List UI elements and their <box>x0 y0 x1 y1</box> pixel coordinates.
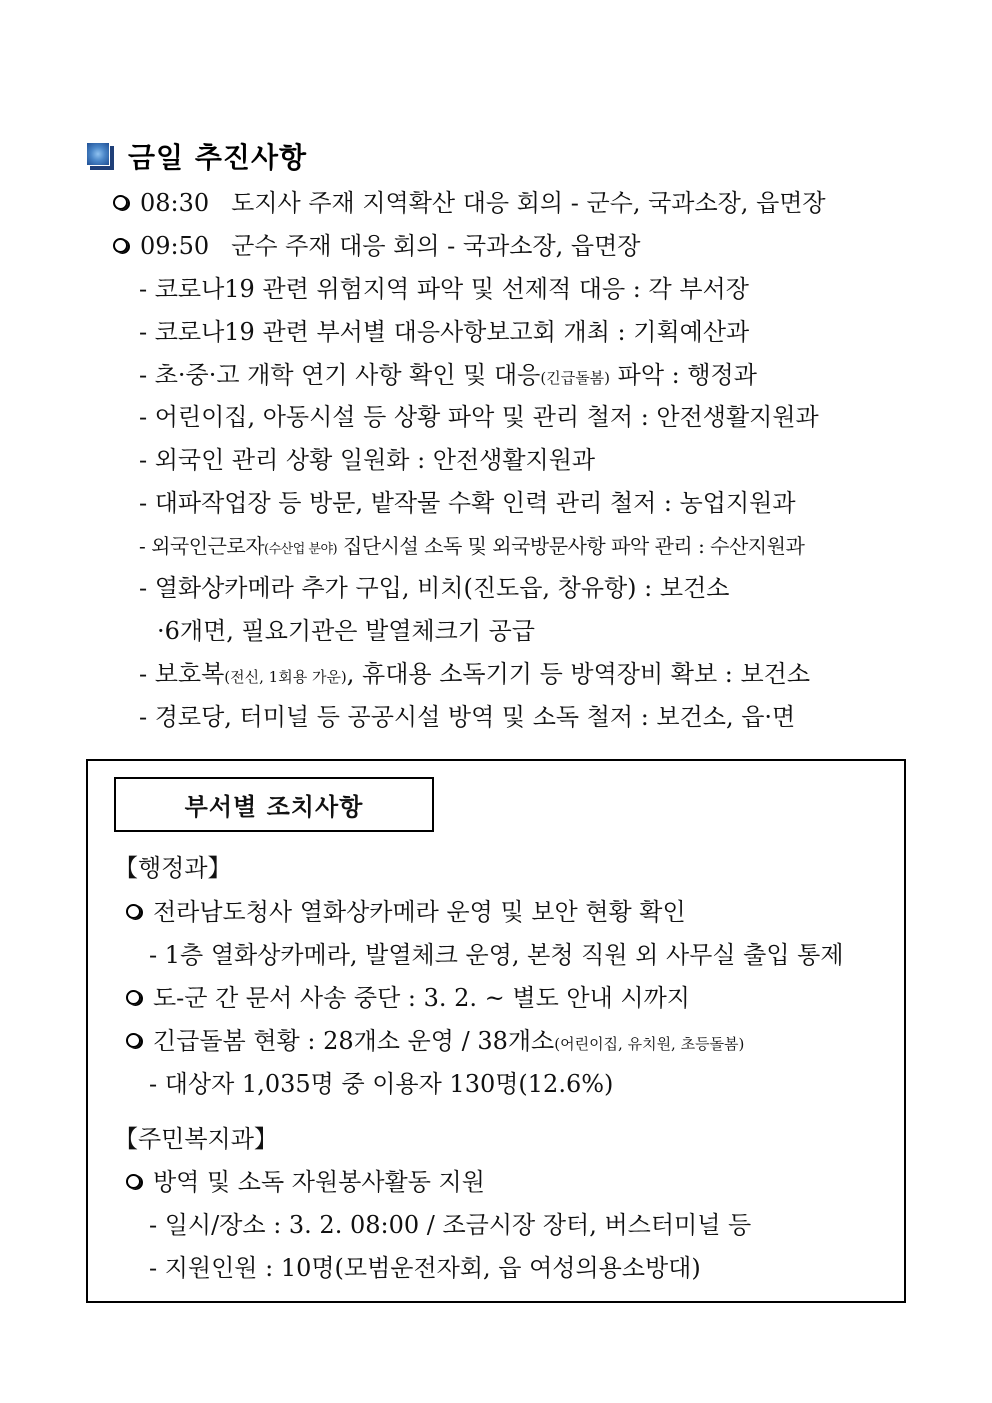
measure-text: 방역 및 소독 자원봉사활동 지원 <box>153 1168 485 1196</box>
square-bullet-icon <box>86 142 114 170</box>
measure-item <box>126 983 690 1013</box>
measure-subitem: - 지원인원 : 10명(모범운전자회, 읍 여성의용소방대) <box>149 1254 701 1282</box>
measure-text: 전라남도청사 열화상카메라 운영 및 보안 현황 확인 <box>153 898 686 926</box>
measure-text: 도-군 간 문서 사송 중단 : 3. 2. ~ 별도 안내 시까지 <box>153 984 690 1012</box>
measure-subitem: - 일시/장소 : 3. 2. 08:00 / 조금시장 장터, 버스터미널 등 <box>149 1211 752 1239</box>
task-note: (긴급돌봄) <box>540 369 611 387</box>
measure-item <box>126 897 686 927</box>
task-item <box>139 531 804 565</box>
schedule-item <box>113 188 826 218</box>
schedule-item <box>113 231 640 261</box>
task-item: - 열화상카메라 추가 구입, 비치(진도읍, 창유항) : 보건소 <box>139 574 730 602</box>
measure-item <box>126 1167 485 1197</box>
task-item: - 외국인 관리 상황 일원화 : 안전생활지원과 <box>139 446 596 474</box>
department-heading: 【주민복지과】 <box>114 1125 278 1153</box>
task-item <box>139 659 810 692</box>
circle-bullet-icon <box>126 1174 141 1189</box>
measure-subitem: - 1층 열화상카메라, 발열체크 운영, 본청 직원 외 사무실 출입 통제 <box>149 941 844 969</box>
task-item: - 코로나19 관련 위험지역 파악 및 선제적 대응 : 각 부서장 <box>139 275 749 303</box>
task-item: - 어린이집, 아동시설 등 상황 파악 및 관리 철저 : 안전생활지원과 <box>139 403 819 431</box>
task-item: - 코로나19 관련 부서별 대응사항보고회 개최 : 기획예산과 <box>139 318 750 346</box>
measure-note: (어린이집, 유치원, 초등돌봄) <box>554 1035 745 1053</box>
measure-subitem: - 대상자 1,035명 중 이용자 130명(12.6%) <box>149 1070 614 1098</box>
section-title: 금일 추진사항 <box>128 141 308 174</box>
task-item <box>139 360 757 393</box>
schedule-text: 도지사 주재 지역확산 대응 회의 - 군수, 국과소장, 읍면장 <box>231 189 826 217</box>
measure-item <box>126 1026 744 1059</box>
circle-bullet-icon <box>126 1033 141 1048</box>
department-heading: 【행정과】 <box>114 854 232 882</box>
task-text: - 초·중·고 개학 연기 사항 확인 및 대응 <box>139 361 541 389</box>
circle-bullet-icon <box>113 238 128 253</box>
circle-bullet-icon <box>113 195 128 210</box>
schedule-time: 09:50 <box>140 232 210 260</box>
task-item: - 대파작업장 등 방문, 밭작물 수확 인력 관리 철저 : 농업지원과 <box>139 489 796 517</box>
task-text: , 휴대용 소독기기 등 방역장비 확보 : 보건소 <box>346 660 811 688</box>
schedule-time: 08:30 <box>140 189 210 217</box>
schedule-text: 군수 주재 대응 회의 - 국과소장, 읍면장 <box>231 232 641 260</box>
task-text: - 외국인근로자 <box>139 534 265 558</box>
section-header <box>86 136 307 176</box>
task-note: (전신, 1회용 가운) <box>224 668 347 686</box>
measures-title: 부서별 조치사항 <box>114 777 434 832</box>
task-note: (수산업 분야) <box>264 542 338 557</box>
task-text: 집단시설 소독 및 외국방문사항 파악 관리 : 수산지원과 <box>337 534 805 558</box>
task-item: - 경로당, 터미널 등 공공시설 방역 및 소독 철저 : 보건소, 읍·면 <box>139 703 796 731</box>
measure-text: 긴급돌봄 현황 : 28개소 운영 / 38개소 <box>153 1027 555 1055</box>
task-text: - 보호복 <box>139 660 225 688</box>
task-text: 파악 : 행정과 <box>610 361 757 389</box>
task-subitem: ·6개면, 필요기관은 발열체크기 공급 <box>157 617 535 645</box>
circle-bullet-icon <box>126 990 141 1005</box>
circle-bullet-icon <box>126 904 141 919</box>
